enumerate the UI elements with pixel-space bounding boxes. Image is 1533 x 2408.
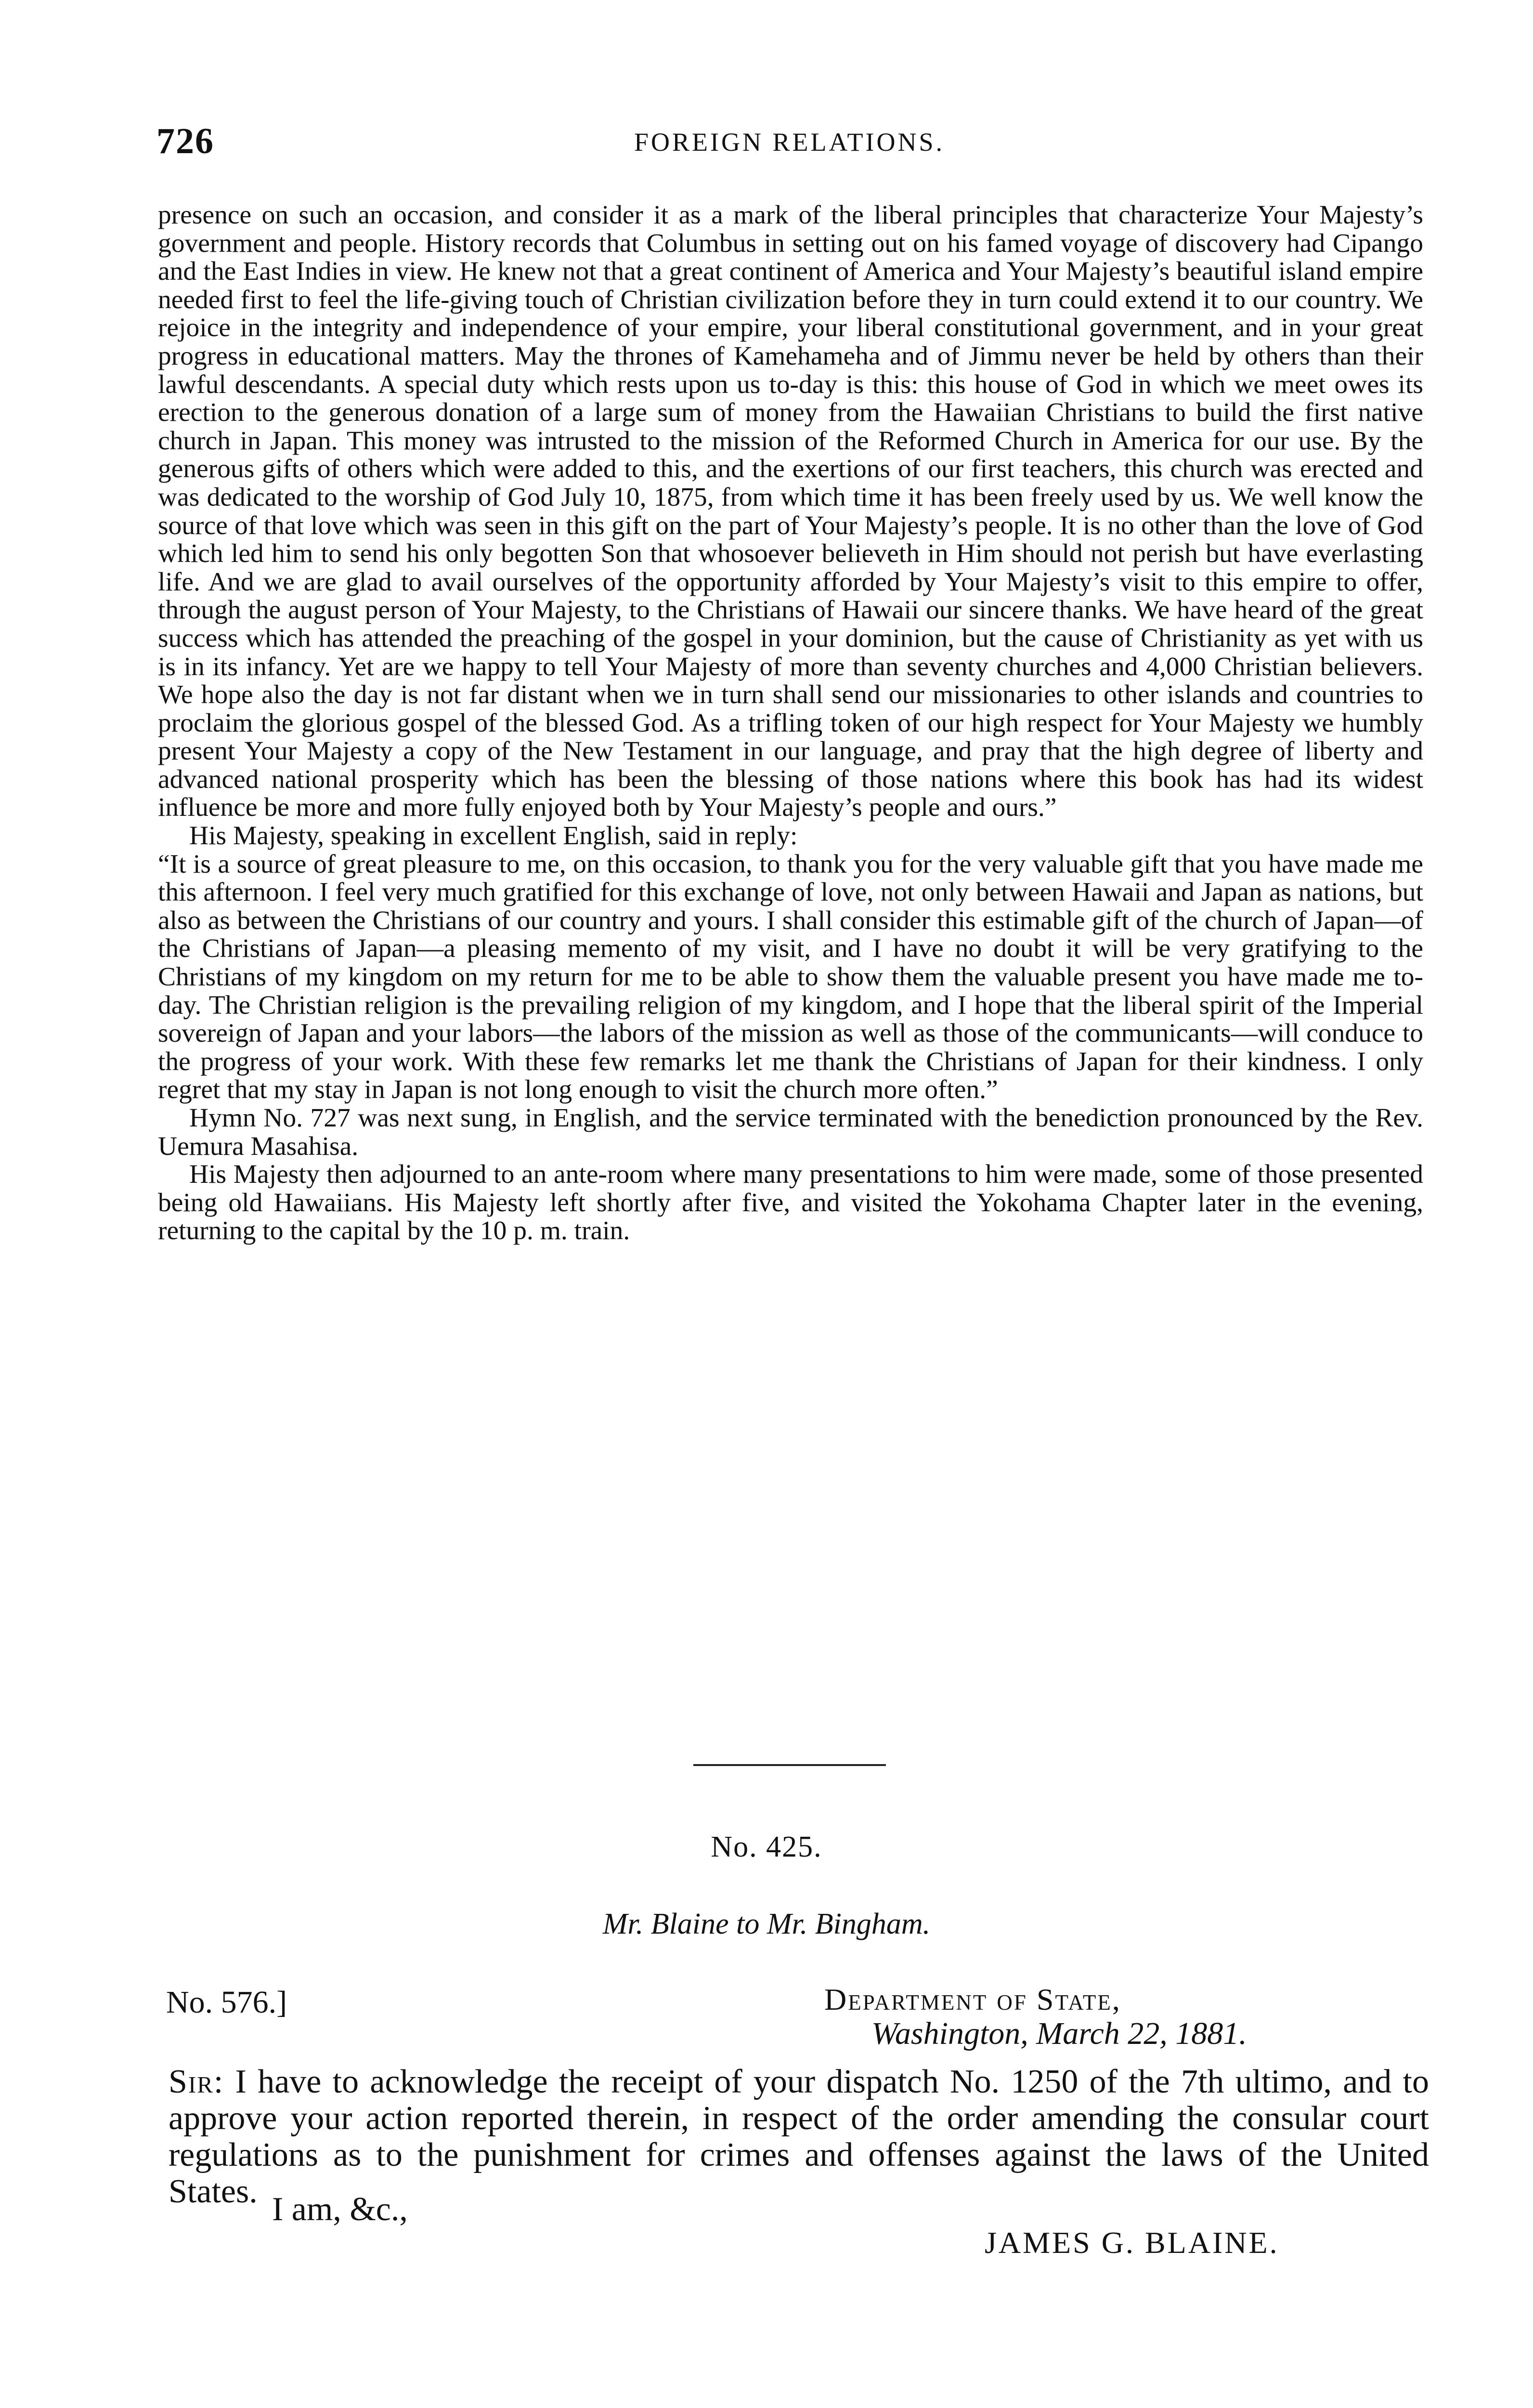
body-paragraph: His Majesty, speaking in excellent English, said in reply: <box>189 821 798 851</box>
letter-text: I have to acknowledge the receipt of your dispatch No. 1250 of the 7th ultimo, and to approve your action reported therein, in respect of the order amending the consular court regulations as to the punishment for crimes and offenses against the laws of the United States. <box>169 2063 1429 2210</box>
document-title: Mr. Blaine to Mr. Bingham. <box>602 1908 931 1940</box>
running-head: FOREIGN RELATIONS. <box>634 128 945 157</box>
letter-body <box>169 2064 1429 2210</box>
salutation: Sir: <box>169 2063 224 2100</box>
body-text <box>158 201 1423 1245</box>
page-header <box>156 120 1422 164</box>
body-paragraph: “It is a source of great pleasure to me, on this occasion, to thank you for the very valuable gift that you have made me this afternoon. I feel very much gratified for this exchange of love, not only between Hawaii and Japan as nations, but also as between the Christians of our country and yours. I shall consider this estimable gift of the church of Japan—of the Christians of Japan—a pleasing memento of my visit, and I have no doubt it will be very gratifying to the Christians of my kingdom on my return for me to be able to show them the valuable present you have made me to-day. The Christian religion is the prevailing religion of my kingdom, and I hope that the liberal spirit of the Imperial sovereign of Japan and your labors—the labors of the mission as well as those of the communicants—will conduce to the progress of your work. With these few remarks let me thank the Christians of Japan for their kindness. I only regret that my stay in Japan is not long enough to visit the church more often.” <box>158 849 1423 1105</box>
signature: JAMES G. BLAINE. <box>985 2225 1279 2260</box>
body-paragraph: presence on such an occasion, and consider it as a mark of the liberal principles that characterize Your Majesty’s government and people. History records that Columbus in setting out on his famed voyage of discovery had Cipango and the East Indies in view. He knew not that a great continent of America and Your Majesty’s beautiful island empire needed first to feel the life-giving touch of Christian civilization before they in turn could extend it to our country. We rejoice in the integrity and independence of your empire, your liberal constitutional government, and in your great progress in educational matters. May the thrones of Kamehameha and of Jimmu never be held by others than their lawful descendants. A special duty which rests upon us to-day is this: this house of God in which we meet owes its erection to the generous donation of a large sum of money from the Hawaiian Christians to build the first native church in Japan. This money was intrusted to the mission of the Reformed Church in America for our use. By the generous gifts of others which were added to this, and the exertions of our first teachers, this church was erected and was dedicated to the worship of God July 10, 1875, from which time it has been freely used by us. We well know the source of that love which was seen in this gift on the part of Your Majesty’s people. It is no other than the love of God which led him to send his only begotten Son that whosoever believeth in Him should not perish but have everlasting life. And we are glad to avail ourselves of the opportunity afforded by Your Majesty’s visit to this empire to offer, through the august person of Your Majesty, to the Christians of Hawaii our sincere thanks. We have heard of the great success which has attended the preaching of the gospel in your dominion, but the cause of Christianity as yet with us is in its infancy. Yet are we happy to tell Your Majesty of more than seventy churches and 4,000 Christian believers. We hope also the day is not far distant when we in turn shall send our missionaries to other islands and countries to proclaim the glorious gospel of the blessed God. As a trifling token of our high respect for Your Majesty we humbly present Your Majesty a copy of the New Testament in our language, and pray that the high degree of liberty and advanced national prosperity which has been the blessing of those nations where this book has had its widest influence be more and more fully enjoyed both by Your Majesty’s people and ours.” <box>158 200 1423 823</box>
page-number: 726 <box>156 121 214 161</box>
body-paragraph: Hymn No. 727 was next sung, in English, and the service terminated with the benediction pronounced by the Rev. Uemura Masahisa. <box>158 1103 1423 1161</box>
department-heading: Department of State, <box>824 1982 1121 2016</box>
section-divider <box>693 1764 886 1766</box>
document-number: No. 425. <box>711 1831 822 1863</box>
body-paragraph: His Majesty then adjourned to an ante-room where many presentations to him were made, some of those presented being old Hawaiians. His Majesty left shortly after five, and visited the Yokohama Chapter later in the evening, returning to the capital by the 10 p. m. train. <box>158 1160 1423 1246</box>
dateline: Washington, March 22, 1881. <box>871 2016 1247 2051</box>
closing: I am, &c., <box>272 2191 408 2228</box>
dispatch-number: No. 576.] <box>166 1985 287 2020</box>
